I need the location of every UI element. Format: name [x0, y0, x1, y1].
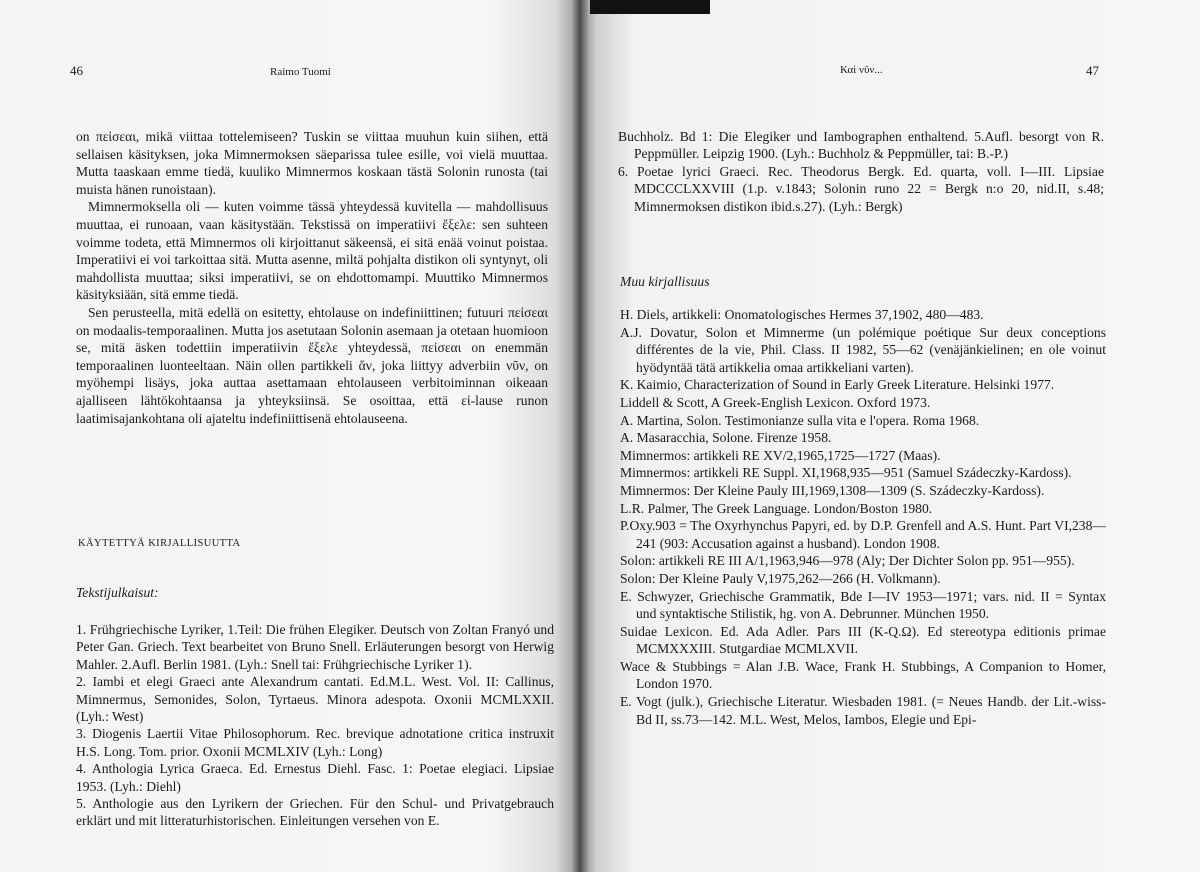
literature-item: Mimnermos: artikkeli RE XV/2,1965,1725—1727 (Maas).: [620, 447, 941, 463]
right-running-head: Καὶ νῦν...: [840, 64, 883, 76]
literature-item: A.J. Dovatur, Solon et Mimnerme (un polémique poétique Sur deux conceptions différentes de la vie, Phil. Class. II 1982, 55—62 (venäjänkielinen; en ole voinut hyödyntää tätä artikkelia omaa artikkeliani varten).: [620, 324, 1106, 375]
literature-item: Wace & Stubbings = Alan J.B. Wace, Frank H. Stubbings, A Companion to Homer, London 1970.: [620, 658, 1106, 692]
source-list: [76, 621, 554, 830]
continued-source-list: [618, 128, 1104, 215]
scan-shadow: [590, 0, 710, 14]
source-item: 1. Frühgriechische Lyriker, 1.Teil: Die frühen Elegiker. Deutsch von Zoltan Franyó und Peter Gan. Griech. Text bearbeitet von Bruno Snell. Erläuterungen besorgt von Herwig Mahler. 2.Aufl. Berlin 1981. (Lyh.: Snell tai: Frühgriechische Lyriker 1).: [76, 622, 554, 672]
left-page: [0, 0, 578, 872]
literature-list: [620, 306, 1106, 728]
literature-item: Solon: Der Kleine Pauly V,1975,262—266 (H. Volkmann).: [620, 570, 941, 586]
literature-item: A. Martina, Solon. Testimonianze sulla vita e l'opera. Roma 1968.: [620, 412, 980, 428]
source-item: 2. Iambi et elegi Graeci ante Alexandrum cantati. Ed.M.L. West. Vol. II: Callinus, Mimnermus, Semonides, Solon, Tyrtaeus. Minora adespota. Oxonii MCMLXXII. (Lyh.: West): [76, 674, 554, 725]
right-page: [578, 0, 1200, 872]
literature-item: P.Oxy.903 = The Oxyrhynchus Papyri, ed. by D.P. Grenfell and A.S. Hunt. Part VI,238—241 (903: Accusation against a husband). London 1908.: [620, 518, 1106, 551]
literature-item: Solon: artikkeli RE III A/1,1963,946—978 (Aly; Der Dichter Solon pp. 951—955).: [620, 553, 1075, 569]
book-gutter: [570, 0, 588, 872]
right-page-number: 47: [1086, 63, 1099, 78]
source-item: 6. Poetae lyrici Graeci. Rec. Theodorus Bergk. Ed. quarta, voll. I—III. Lipsiae MDCCCLXXVIII (1.p. v.1843; Solonin runo 22 = Bergk n:o 20, nid.II, s.48; Mimnermoksen distikon ibid.s.27). (Lyh.: Bergk): [618, 163, 1104, 214]
paragraph-2: Mimnermoksella oli — kuten voimme tässä yhteydessä kuvitella — mahdollisuus muuttaa, ei runoaan, vaan käsitystään. Tekstissä on imperatiivi ἔξελε: sen suhteen voimme todeta, että Mimnermos oli kirjoittanut säkeensä, ei sitä enää voinut poistaa. Imperatiivi ei voi tarkoittaa sitä. Mutta asenne, miltä pohjalta distikon oli syntynyt, oli mahdollista muuttaa; siksi imperatiivi, se on ehdottomampi. Muuttiko Mimnermos käsityksiään, sitä emme tiedä.: [76, 199, 548, 303]
source-item: 3. Diogenis Laertii Vitae Philosophorum. Rec. brevique adnotatione critica instruxit H.S. Long. Tom. prior. Oxonii MCMLXIV (Lyh.: Long): [76, 726, 554, 759]
section-title: KÄYTETTYÄ KIRJALLISUUTTA: [78, 538, 241, 549]
literature-item: Mimnermos: artikkeli RE Suppl. XI,1968,935—951 (Samuel Szádeczky-Kardoss).: [620, 465, 1072, 481]
subsection-title-text-editions: Tekstijulkaisut:: [76, 585, 159, 600]
source-item: Buchholz. Bd 1: Die Elegiker und Iambographen enthaltend. 5.Aufl. besorgt von R. Peppmüller. Leipzig 1900. (Lyh.: Buchholz & Peppmüller, tai: B.-P.): [618, 129, 1104, 162]
literature-item: E. Schwyzer, Griechische Grammatik, Bde I—IV 1953—1971; vars. nid. II = Syntax und syntaktische Stilistik, hg. von A. Debrunner. München 1950.: [620, 588, 1106, 622]
subsection-title-other-literature: Muu kirjallisuus: [620, 274, 710, 289]
literature-item: H. Diels, artikkeli: Onomatologisches Hermes 37,1902, 480—483.: [620, 307, 984, 322]
left-running-head: Raimo Tuomi: [270, 66, 331, 78]
paragraph-3: Sen perusteella, mitä edellä on esitetty, ehtolause on indefiniittinen; futuuri πεἰσεαι on modaalis-temporaalinen. Mutta jos asetutaan Solonin asemaan ja otetaan huomioon se, mitä äsken todettiin imperatiivin ἔξελε yhteydessä, πεἰσεαι on enemmän temporaalinen luonteeltaan. Näin ollen partikkeli ἄν, joka liittyy adverbiin νῦν, on myöhempi lisäys, joka auttaa asettamaan ehtolauseen verbitoiminnan oikeaan ajalliseen lähtökohtaansa ja yhteyksiinsä. Se osoittaa, että εἰ-lause runon laatimisajankohtana oli ajateltu indefiniittisenä ehtolauseena.: [76, 304, 548, 426]
literature-item: Liddell & Scott, A Greek-English Lexicon. Oxford 1973.: [620, 394, 931, 410]
literature-item: L.R. Palmer, The Greek Language. London/Boston 1980.: [620, 500, 933, 516]
literature-item: Mimnermos: Der Kleine Pauly III,1969,1308—1309 (S. Szádeczky-Kardoss).: [620, 482, 1045, 498]
source-item: 4. Anthologia Lyrica Graeca. Ed. Ernestus Diehl. Fasc. 1: Poetae elegiaci. Lipsiae 1953. (Lyh.: Diehl): [76, 761, 554, 794]
left-page-number: 46: [70, 63, 83, 78]
literature-item: E. Vogt (julk.), Griechische Literatur. Wiesbaden 1981. (= Neues Handb. der Lit.-wiss- Bd II, ss.73—142. M.L. West, Melos, Iambos, Elegie und Epi-: [620, 694, 1106, 727]
paragraph-1: on πεἰσεαι, mikä viittaa tottelemiseen? Tuskin se viittaa muuhun kuin siihen, että sellaisen käsityksen, joka Mimnermoksen säeparissa tulee esille, voi vielä muuttaa. Mutta taaskaan emme tiedä, kuuliko Mimnermos koskaan tästä Solonin runosta (tai muista hänen runoistaan).: [76, 129, 548, 197]
literature-item: A. Masaracchia, Solone. Firenze 1958.: [620, 430, 832, 446]
literature-item: K. Kaimio, Characterization of Sound in Early Greek Literature. Helsinki 1977.: [620, 377, 1055, 393]
source-item: 5. Anthologie aus den Lyrikern der Griechen. Für den Schul- und Privatgebrauch erklärt und mit litteraturhistorischen. Einleitungen versehen von E.: [76, 796, 554, 829]
left-body-text: [76, 128, 548, 427]
literature-item: Suidae Lexicon. Ed. Ada Adler. Pars III (K-Q.Ω). Ed stereotypa editionis primae MCMXXXIII. Stutgardiae MCMLXVII.: [620, 623, 1106, 657]
